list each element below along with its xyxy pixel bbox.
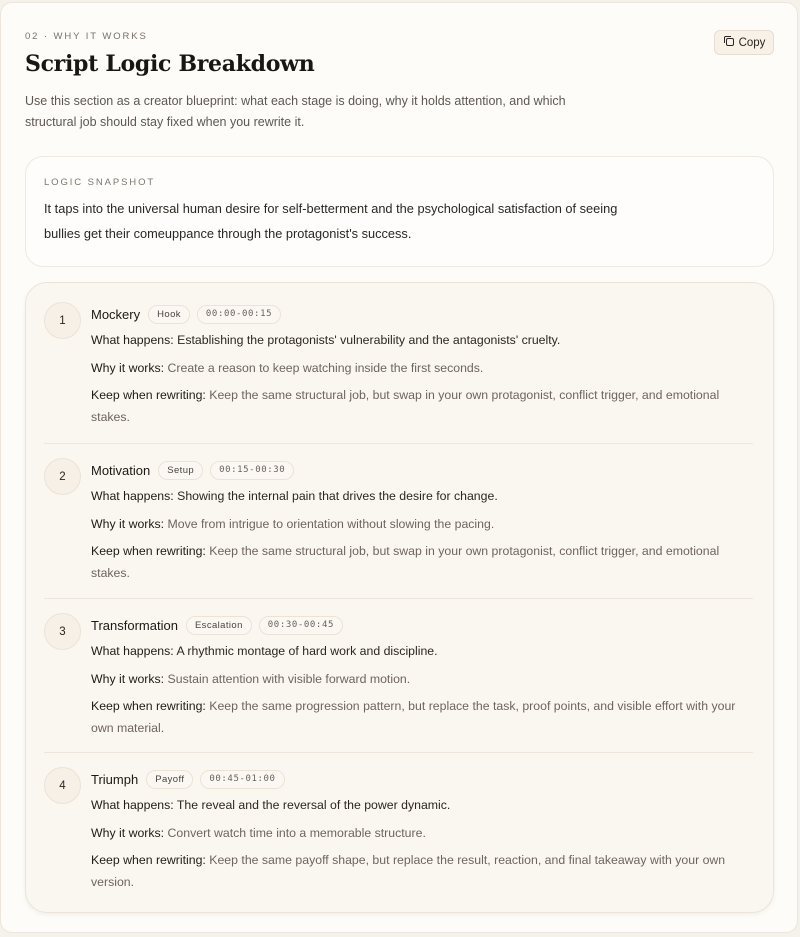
keep-when-rewriting-text: Keep the same payoff shape, but replace the result, reaction, and final takeaway with your own version.	[91, 853, 726, 889]
why-it-works-panel	[0, 2, 798, 933]
what-happens-label: What happens:	[91, 489, 174, 503]
copy-button-label: Copy	[738, 36, 766, 49]
stage-name: Transformation	[91, 617, 178, 633]
keep-when-rewriting-label: Keep when rewriting:	[91, 544, 206, 558]
stage-number: 2	[44, 458, 81, 495]
stage-header	[91, 460, 753, 480]
why-it-works-label: Why it works:	[91, 516, 165, 531]
keep-when-rewriting-text: Keep the same progression pattern, but replace the task, proof points, and visible effort with your own material.	[91, 699, 736, 735]
stage-number: 4	[44, 767, 81, 804]
what-happens-label: What happens:	[91, 644, 174, 658]
stage-time: 00:15-00:30	[210, 461, 294, 480]
stage-name: Motivation	[91, 462, 151, 478]
stage-time: 00:45-01:00	[200, 770, 284, 789]
copy-icon	[723, 35, 735, 50]
what-happens-row	[91, 486, 753, 508]
keep-when-rewriting-text: Keep the same structural job, but swap in your own protagonist, conflict trigger, and emotional stakes.	[91, 388, 720, 424]
keep-when-rewriting-row	[91, 696, 753, 739]
stage-number: 1	[44, 302, 81, 339]
keep-when-rewriting-row	[91, 850, 753, 893]
keep-when-rewriting-label: Keep when rewriting:	[91, 699, 206, 713]
what-happens-label: What happens:	[91, 333, 174, 347]
stage-tag: Escalation	[186, 616, 252, 635]
stage-tag: Setup	[158, 461, 203, 480]
stage-name: Triumph	[91, 771, 139, 787]
stage-header	[91, 615, 753, 635]
keep-when-rewriting-label: Keep when rewriting:	[91, 388, 206, 402]
what-happens-row	[91, 330, 753, 352]
stage-header	[91, 769, 753, 789]
stage-time: 00:00-00:15	[197, 305, 281, 324]
logic-snapshot-card	[25, 156, 774, 267]
section-subtitle: Use this section as a creator blueprint: what each stage is doing, why it holds attention, and which structural job should stay fixed when you rewrite it.	[25, 94, 566, 129]
why-it-works-row	[91, 669, 753, 691]
page-title: Script Logic Breakdown	[25, 51, 315, 77]
stage-tag: Payoff	[146, 770, 193, 789]
what-happens-text: The reveal and the reversal of the power dynamic.	[176, 798, 451, 812]
why-it-works-label: Why it works:	[91, 825, 165, 840]
what-happens-row	[91, 795, 753, 817]
snapshot-label: LOGIC SNAPSHOT	[44, 177, 156, 188]
why-it-works-row	[91, 358, 753, 380]
stage-item	[44, 444, 753, 599]
why-it-works-row	[91, 514, 753, 536]
stages-card	[25, 282, 774, 913]
what-happens-text: A rhythmic montage of hard work and discipline.	[176, 644, 438, 658]
stage-header	[91, 304, 753, 324]
why-it-works-text: Sustain attention with visible forward motion.	[167, 671, 411, 686]
keep-when-rewriting-label: Keep when rewriting:	[91, 853, 206, 867]
stage-item	[44, 753, 753, 893]
why-it-works-label: Why it works:	[91, 360, 165, 375]
why-it-works-text: Move from intrigue to orientation without slowing the pacing.	[167, 516, 495, 531]
snapshot-text: It taps into the universal human desire for self-betterment and the psychological satisfaction of seeing bullies get their comeuppance through the protagonist's success.	[44, 201, 618, 241]
section-eyebrow: 02 · WHY IT WORKS	[25, 31, 148, 42]
copy-button[interactable]	[714, 30, 774, 55]
why-it-works-row	[91, 823, 753, 845]
keep-when-rewriting-row	[91, 541, 753, 584]
what-happens-text: Establishing the protagonists' vulnerability and the antagonists' cruelty.	[177, 333, 561, 347]
what-happens-label: What happens:	[91, 798, 174, 812]
stage-time: 00:30-00:45	[259, 616, 343, 635]
what-happens-row	[91, 641, 753, 663]
stage-item	[44, 599, 753, 753]
keep-when-rewriting-row	[91, 385, 753, 428]
stage-name: Mockery	[91, 306, 141, 322]
stage-tag: Hook	[148, 305, 190, 324]
why-it-works-text: Create a reason to keep watching inside the first seconds.	[167, 360, 484, 375]
stage-number: 3	[44, 613, 81, 650]
why-it-works-text: Convert watch time into a memorable structure.	[167, 825, 426, 840]
keep-when-rewriting-text: Keep the same structural job, but swap in your own protagonist, conflict trigger, and emotional stakes.	[91, 544, 720, 580]
what-happens-text: Showing the internal pain that drives the desire for change.	[177, 489, 498, 503]
stage-item	[44, 283, 753, 444]
why-it-works-label: Why it works:	[91, 671, 165, 686]
